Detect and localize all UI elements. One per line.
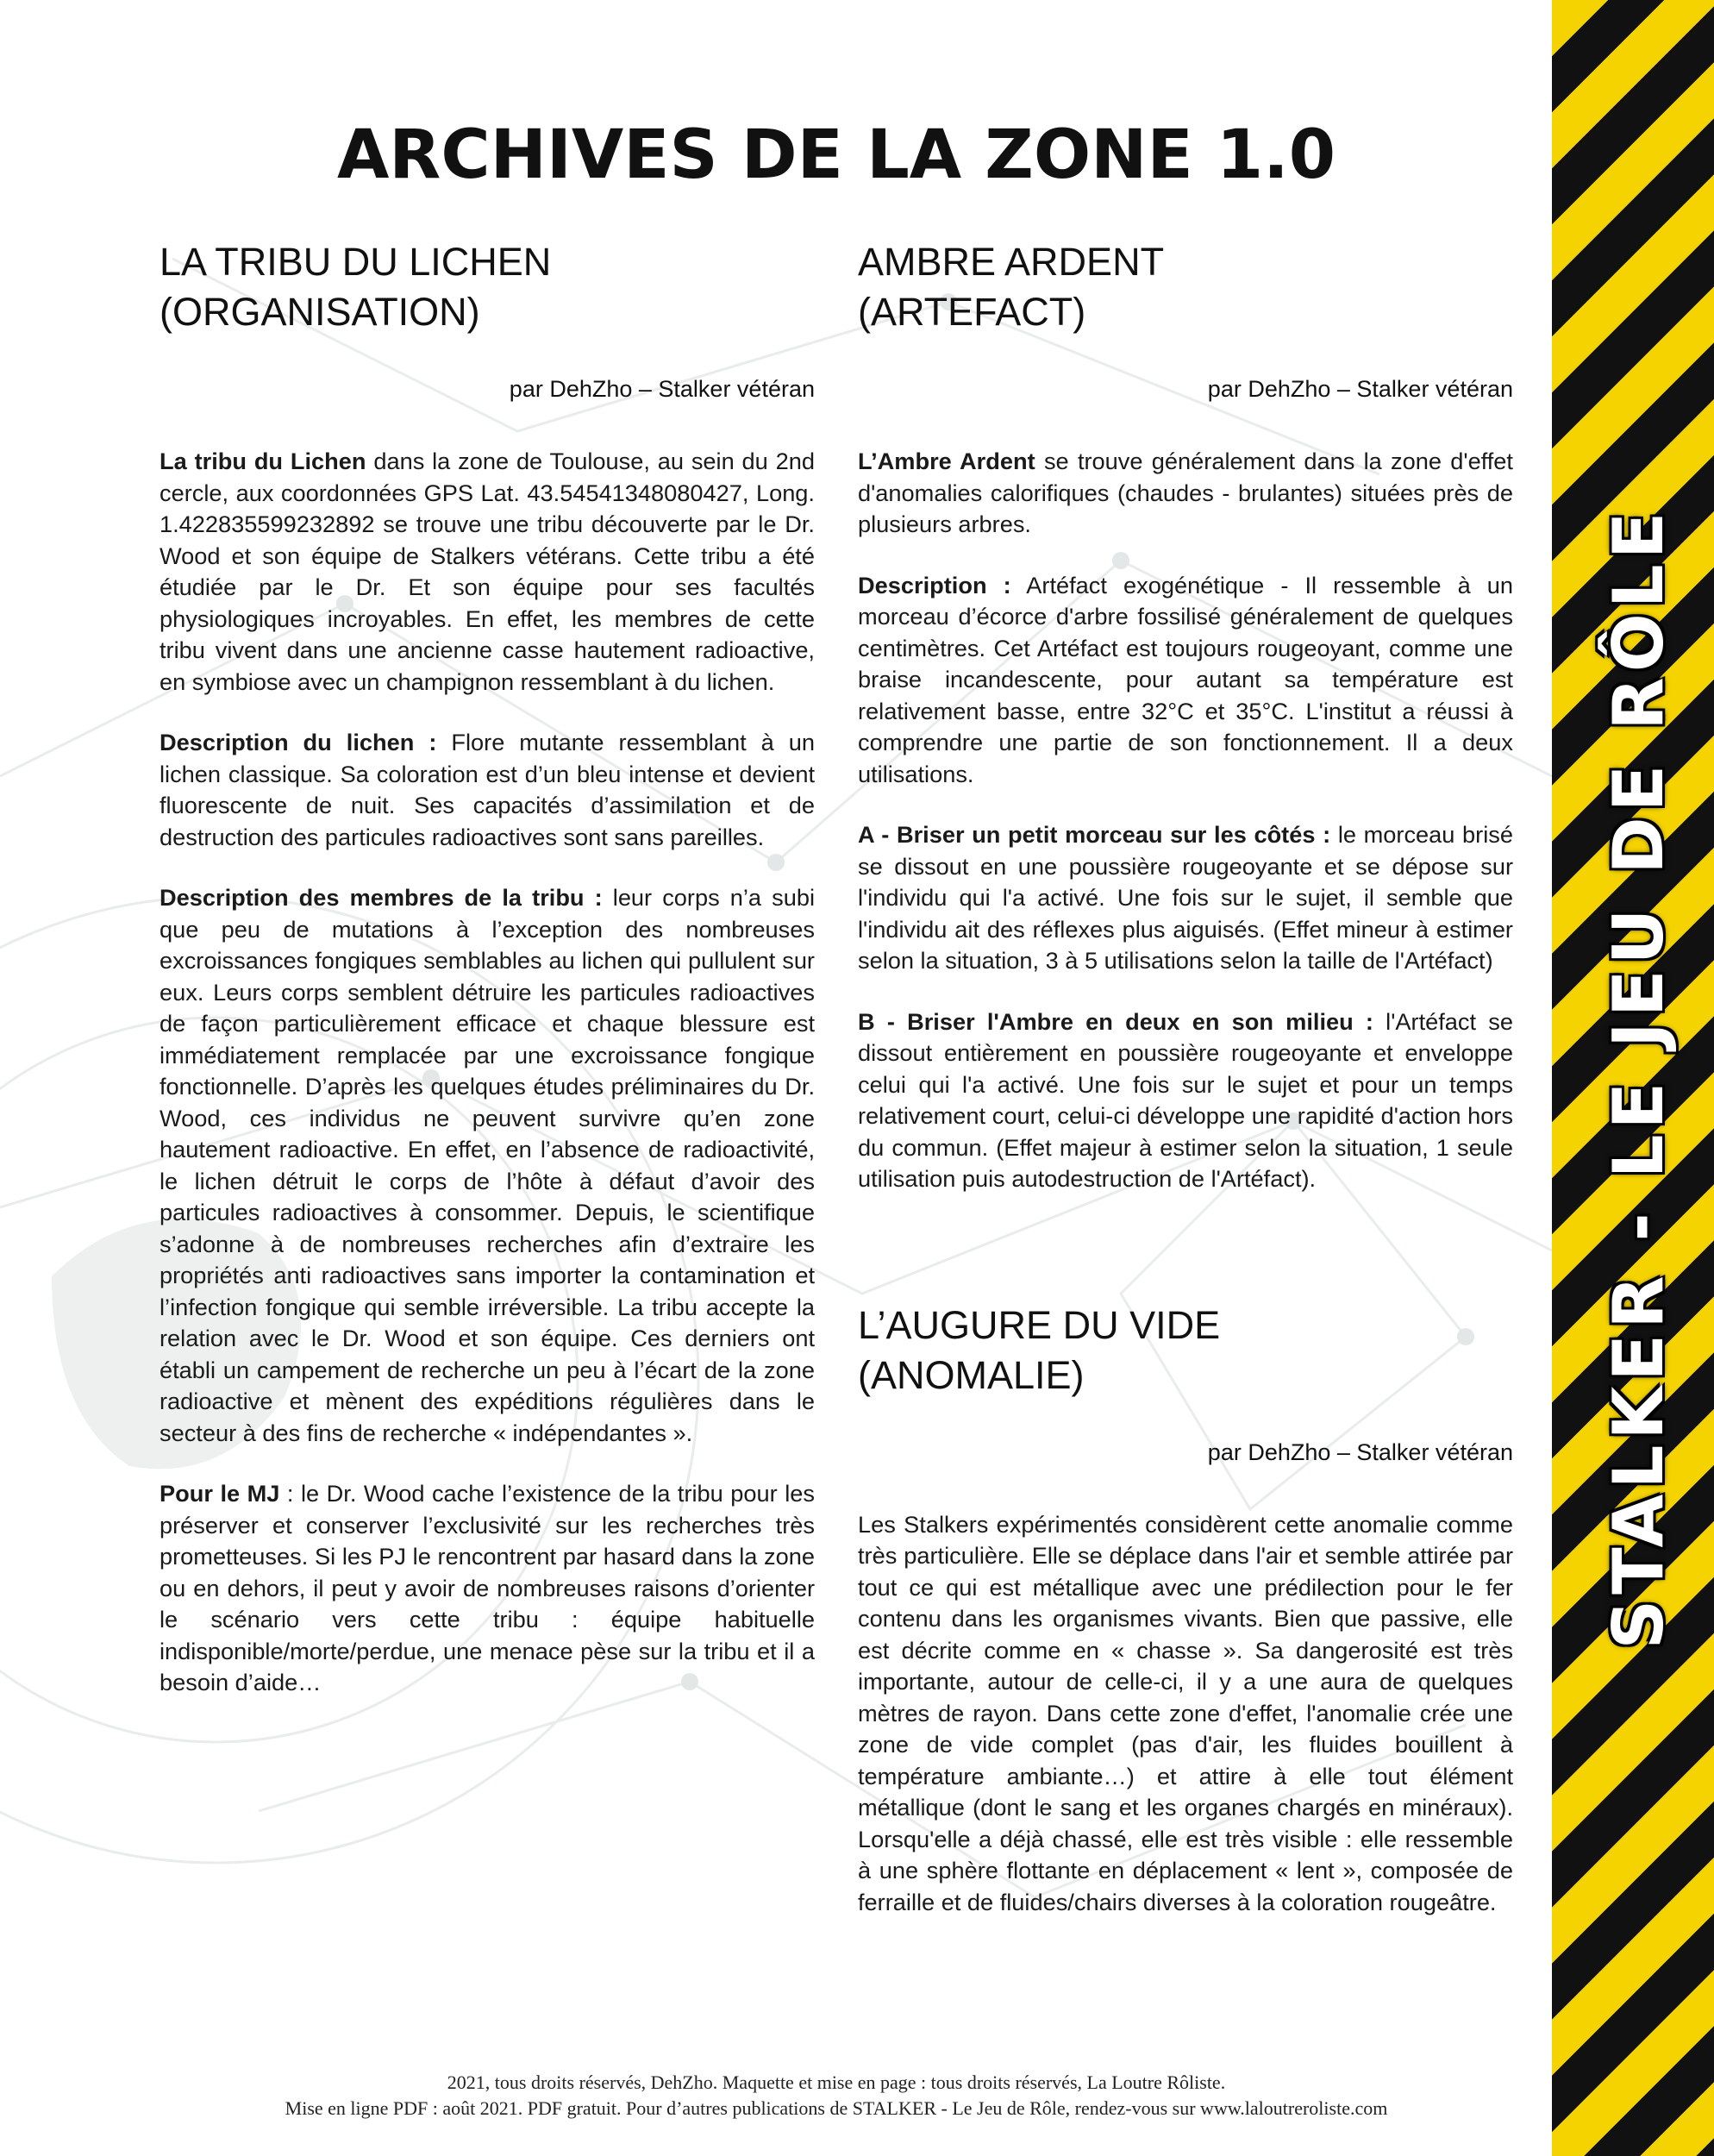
bold-lead: Description : (858, 571, 1011, 599)
left-column (160, 237, 815, 1728)
bold-lead: A - Briser un petit morceau sur les côtés : (858, 821, 1331, 848)
paragraph (858, 570, 1513, 791)
paragraph: Les Stalkers expérimentés considèrent cette anomalie comme très particulière. Elle se déplace dans l'air et semble attirée par tout ce qui est métallique avec une prédilection pour le fer contenu dans les organismes vivants. Bien que passive, elle est décrite comme en « chasse ». Sa dangerosité est très importante, autour de celle-ci, il y a une aura de quelques mètres de rayon. Dans cette zone d'effet, l'anomalie crée une zone de vide complet (pas d'air, les fluides bouillent à température ambiante…) et attire à elle tout élément métallique (dont le sang et les organes chargés en minéraux). Lorsqu'elle a déjà chassé, elle est très visible : elle ressemble à une sphère flottante en déplacement « lent », composée de ferraille et de fluides/chairs diverses à la coloration rougeâtre. (858, 1510, 1513, 1915)
footer-line: Mise en ligne PDF : août 2021. PDF gratuit. Pour d’autres publications de STALKER - Le Jeu de Rôle, rendez-vous sur www.laloutreroliste.com (285, 2097, 1388, 2119)
section-title-line: LA TRIBU DU LICHEN (160, 240, 552, 284)
section-title-augure (858, 1300, 1513, 1401)
paragraph-text: se trouve généralement dans la zone d'effet d'anomalies calorifiques (chaudes - brulantes) situées près de plusieurs arbres. (858, 448, 1513, 537)
section-title-tribu (160, 237, 815, 337)
bold-lead: La tribu du Lichen (160, 448, 366, 474)
paragraph-text: leur corps n’a subi que peu de mutations à l’exception des nombreuses excroissances fongiques semblables au lichen qui pullulent sur eux. Leurs corps semblent détruire les particules radioactives de façon particulièrement efficace et chaque blessure est immédiatement remplacée par une excroissance fongique fonctionnelle. D’après les quelques études préliminaires du Dr. Wood, ces individus ne peuvent survivre qu’en zone hautement radioactive. En effet, en l’absence de radioactivité, le lichen détruit le corps de l’hôte à défaut d’avoir des particules radioactives à consommer. Depuis, le scientifique s’adonne à de nombreuses recherches afin d’extraire les propriétés anti radioactives sans importer la contamination et l’infection fongique qui semble irréversible. La tribu accepte la relation avec le Dr. Wood et son équipe. Ces derniers ont établi un campement de recherche un peu à l’écart de la zone radioactive et mènent des expéditions régulières dans le secteur à des fins de recherche « indépendantes ». (160, 884, 816, 1446)
section-title-line: (ARTEFACT) (858, 290, 1086, 334)
paragraph-text: l'Artéfact se dissout entièrement en poussière rougeoyante et enveloppe celui qui l'a activé. Une fois sur le sujet et pour un temps relativement court, celui-ci développe une rapidité d'action hors du commun. (Effet majeur à estimer selon la situation, 1 seule utilisation puis autodestruction de l'Artéfact). (858, 1007, 1513, 1192)
section-title-line: L’AUGURE DU VIDE (858, 1302, 1221, 1347)
bold-lead: B - Briser l'Ambre en deux en son milieu : (858, 1007, 1373, 1035)
bold-lead: Description du lichen : (160, 729, 437, 755)
byline: par DehZho – Stalker vétéran (1207, 1438, 1513, 1465)
paragraph-text: : le Dr. Wood cache l’existence de la tribu pour les préserver et conserver l’exclusivité sur les recherches très prometteuses. Si les PJ le rencontrent par hasard dans la zone ou en dehors, il peut y avoir de nombreuses raisons d’orienter le scénario vers cette tribu : équipe habituelle indisponible/morte/perdue, une menace pèse sur la tribu et il a besoin d’aide… (160, 1480, 815, 1695)
paragraph (858, 819, 1513, 977)
page-title: ARCHIVES DE LA ZONE 1.0 (336, 116, 1336, 194)
paragraph (160, 446, 815, 698)
paragraph (160, 1478, 815, 1699)
paragraph (858, 446, 1513, 541)
section-title-ambre (858, 237, 1513, 337)
paragraph (858, 1006, 1513, 1195)
side-banner-title: STALKER - LE JEU DE RÔLE (1598, 506, 1679, 1650)
footer-line: 2021, tous droits réservés, DehZho. Maquette et mise en page : tous droits réservés, La Loutre Rôliste. (447, 2071, 1226, 2093)
section-title-line: (ORGANISATION) (160, 290, 480, 334)
right-column (858, 237, 1513, 1947)
section-spacer (858, 1225, 1513, 1300)
footer (138, 2070, 1535, 2122)
paragraph-text: Artéfact exogénétique - Il ressemble à un morceau d’écorce d'arbre fossilisé généralement de quelques centimètres. Cet Artéfact est toujours rougeoyant, comme une braise incandescente, pour autant sa température est relativement basse, entre 32°C et 35°C. L'institut a réussi à comprendre une partie de son fonctionnement. Il a deux utilisations. (858, 571, 1514, 787)
paragraph-text: dans la zone de Toulouse, au sein du 2nd cercle, aux coordonnées GPS Lat. 43.54541348080427, Long. 1.422835599232892 se trouve une tribu découverte par le Dr. Wood et son équipe de Stalkers vétérans. Cette tribu a été étudiée par le Dr. Et son équipe pour ses facultés physiologiques incroyables. En effet, les membres de cette tribu vivent dans une ancienne casse hautement radioactive, en symbiose avec un champignon ressemblant à du lichen. (160, 448, 816, 695)
paragraph-text: Flore mutante ressemblant à un lichen classique. Sa coloration est d’un bleu intense et devient fluorescente de nuit. Ses capacités d’assimilation et de destruction des particules radioactives sont sans pareilles. (160, 729, 815, 850)
section-title-line: (ANOMALIE) (858, 1352, 1085, 1397)
paragraph-text: le morceau brisé se dissout en une poussière rougeoyante et se dépose sur l'individu qui l'a activé. Une fois sur le sujet, il semble que l'individu ait des réflexes plus aiguisés. (Effet mineur à estimer selon la situation, 3 à 5 utilisations selon la taille de l'Artéfact) (858, 821, 1513, 974)
paragraph (160, 882, 815, 1449)
paragraph (160, 727, 815, 853)
byline: par DehZho – Stalker vétéran (509, 376, 815, 402)
section-title-line: AMBRE ARDENT (858, 240, 1165, 284)
byline: par DehZho – Stalker vétéran (1207, 376, 1513, 402)
bold-lead: L’Ambre Ardent (858, 448, 1035, 474)
bold-lead: Description des membres de la tribu : (160, 884, 603, 911)
bold-lead: Pour le MJ (160, 1480, 280, 1507)
